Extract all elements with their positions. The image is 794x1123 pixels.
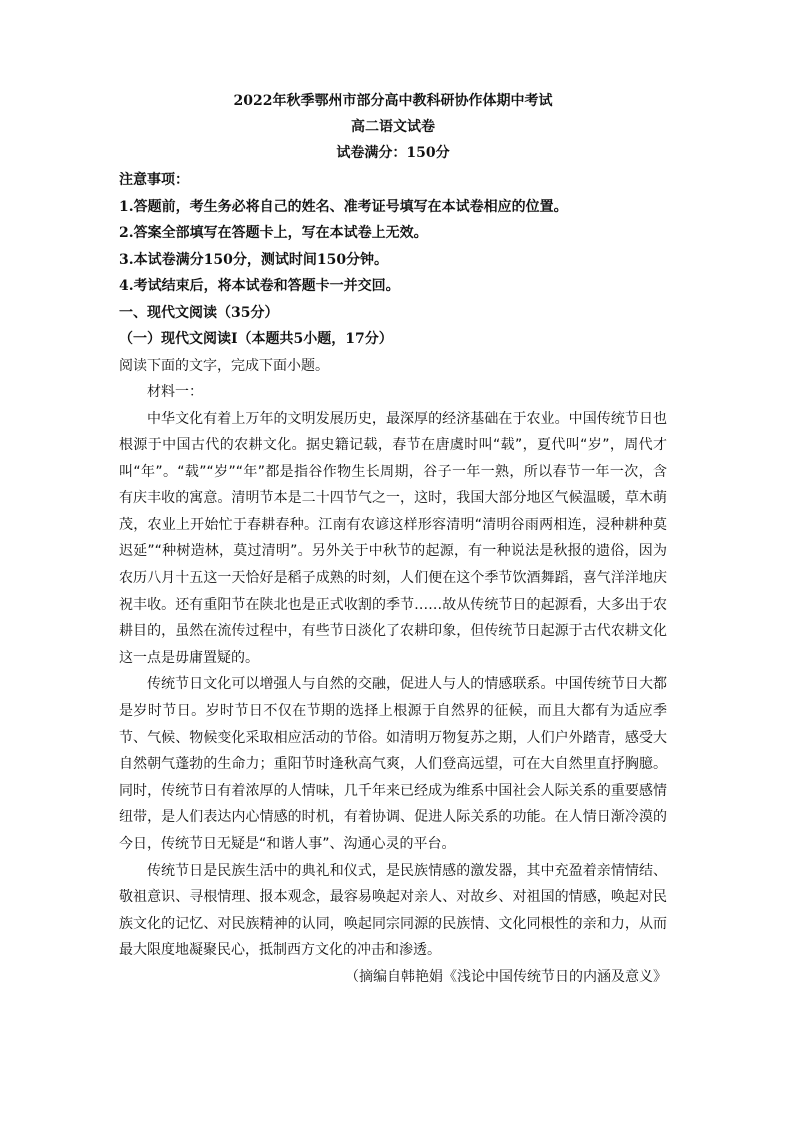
exam-score: 试卷满分：150分 <box>336 145 450 161</box>
notice-item: 1.答题前，考生务必将自己的姓名、准考证号填写在本试卷相应的位置。 <box>119 198 568 215</box>
passage-paragraph: 中华文化有着上万年的文明发展历史，最深厚的经济基础在于农业。中国传统节日也根源于中国古代的农耕文化。据史籍记载，春节在唐虞时叫“载”，夏代叫“岁”，周代才叫“年”。“载”“岁”“年”都是指谷作物生长周期，谷子一年一熟，所以春节一年一次，含有庆丰收的寓意。清明节本是二十四节气之一，这时，我国大部分地区气候温暖，草木萌茂，农业上开始忙于春耕春种。江南有农谚这样形容清明“清明谷雨两相连，浸种耕种莫迟延”“种树造林，莫过清明”。另外关于中秋节的起源，有一种说法是秋报的遗俗，因为农历八月十五这一天恰好是稻子成熟的时刻，人们便在这个季节饮酒舞蹈，喜气洋洋地庆祝丰收。还有重阳节在陕北也是正式收割的季节……故从传统节日的起源看，大多出于农耕目的，虽然在流传过程中，有些节日淡化了农耕印象，但传统节日起源于古代农耕文化这一点是毋庸置疑的。 <box>119 410 667 666</box>
exam-subtitle: 高二语文试卷 <box>351 119 435 135</box>
passage-paragraph: 传统节日是民族生活中的典礼和仪式，是民族情感的激发器，其中充盈着亲情情结、敬祖意识、寻根情理、报本观念，最容易唤起对亲人、对故乡、对祖国的情感，唤起对民族文化的记忆、对民族精神的认同，唤起同宗同源的民族情、文化同根性的亲和力，从而最大限度地凝聚民心，抵制西方文化的冲击和渗透。 <box>119 862 667 959</box>
subsection-heading: （一）现代文阅读Ⅰ（本题共5小题，17分） <box>119 331 393 347</box>
exam-title: 2022年秋季鄂州市部分高中教科研协作体期中考试 <box>233 93 553 109</box>
section-heading: 一、现代文阅读（35分） <box>119 304 279 321</box>
passage-paragraph: 传统节日文化可以增强人与自然的交融，促进人与人的情感联系。中国传统节日大都是岁时节日。岁时节日不仅在节期的选择上根源于自然界的征候，而且大都有为适应季节、气候、物候变化采取相应活动的节俗。如清明万物复苏之期，人们户外踏青，感受大自然朝气蓬勃的生命力；重阳节时逢秋高气爽，人们登高远望，可在大自然里直抒胸臆。同时，传统节日有着浓厚的人情味，几千年来已经成为维系中国社会人际关系的重要感情纽带，是人们表达内心情感的时机，有着协调、促进人际关系的功能。在人情日渐冷漠的今日，传统节日无疑是“和谐人事”、沟通心灵的平台。 <box>119 676 667 852</box>
exam-page <box>119 88 667 990</box>
notice-item: 4.考试结束后，将本试卷和答题卡一并交回。 <box>119 278 400 294</box>
notice-item: 3.本试卷满分150分，测试时间150分钟。 <box>119 251 389 268</box>
material-label: 材料一： <box>147 384 203 400</box>
notice-item: 2.答案全部填写在答题卡上，写在本试卷上无效。 <box>119 225 428 241</box>
notice-heading: 注意事项： <box>119 172 189 188</box>
passage-source: （摘编自韩艳娟《浅论中国传统节日的内涵及意义》 <box>345 968 667 985</box>
reading-instruction: 阅读下面的文字，完成下面小题。 <box>119 357 329 374</box>
